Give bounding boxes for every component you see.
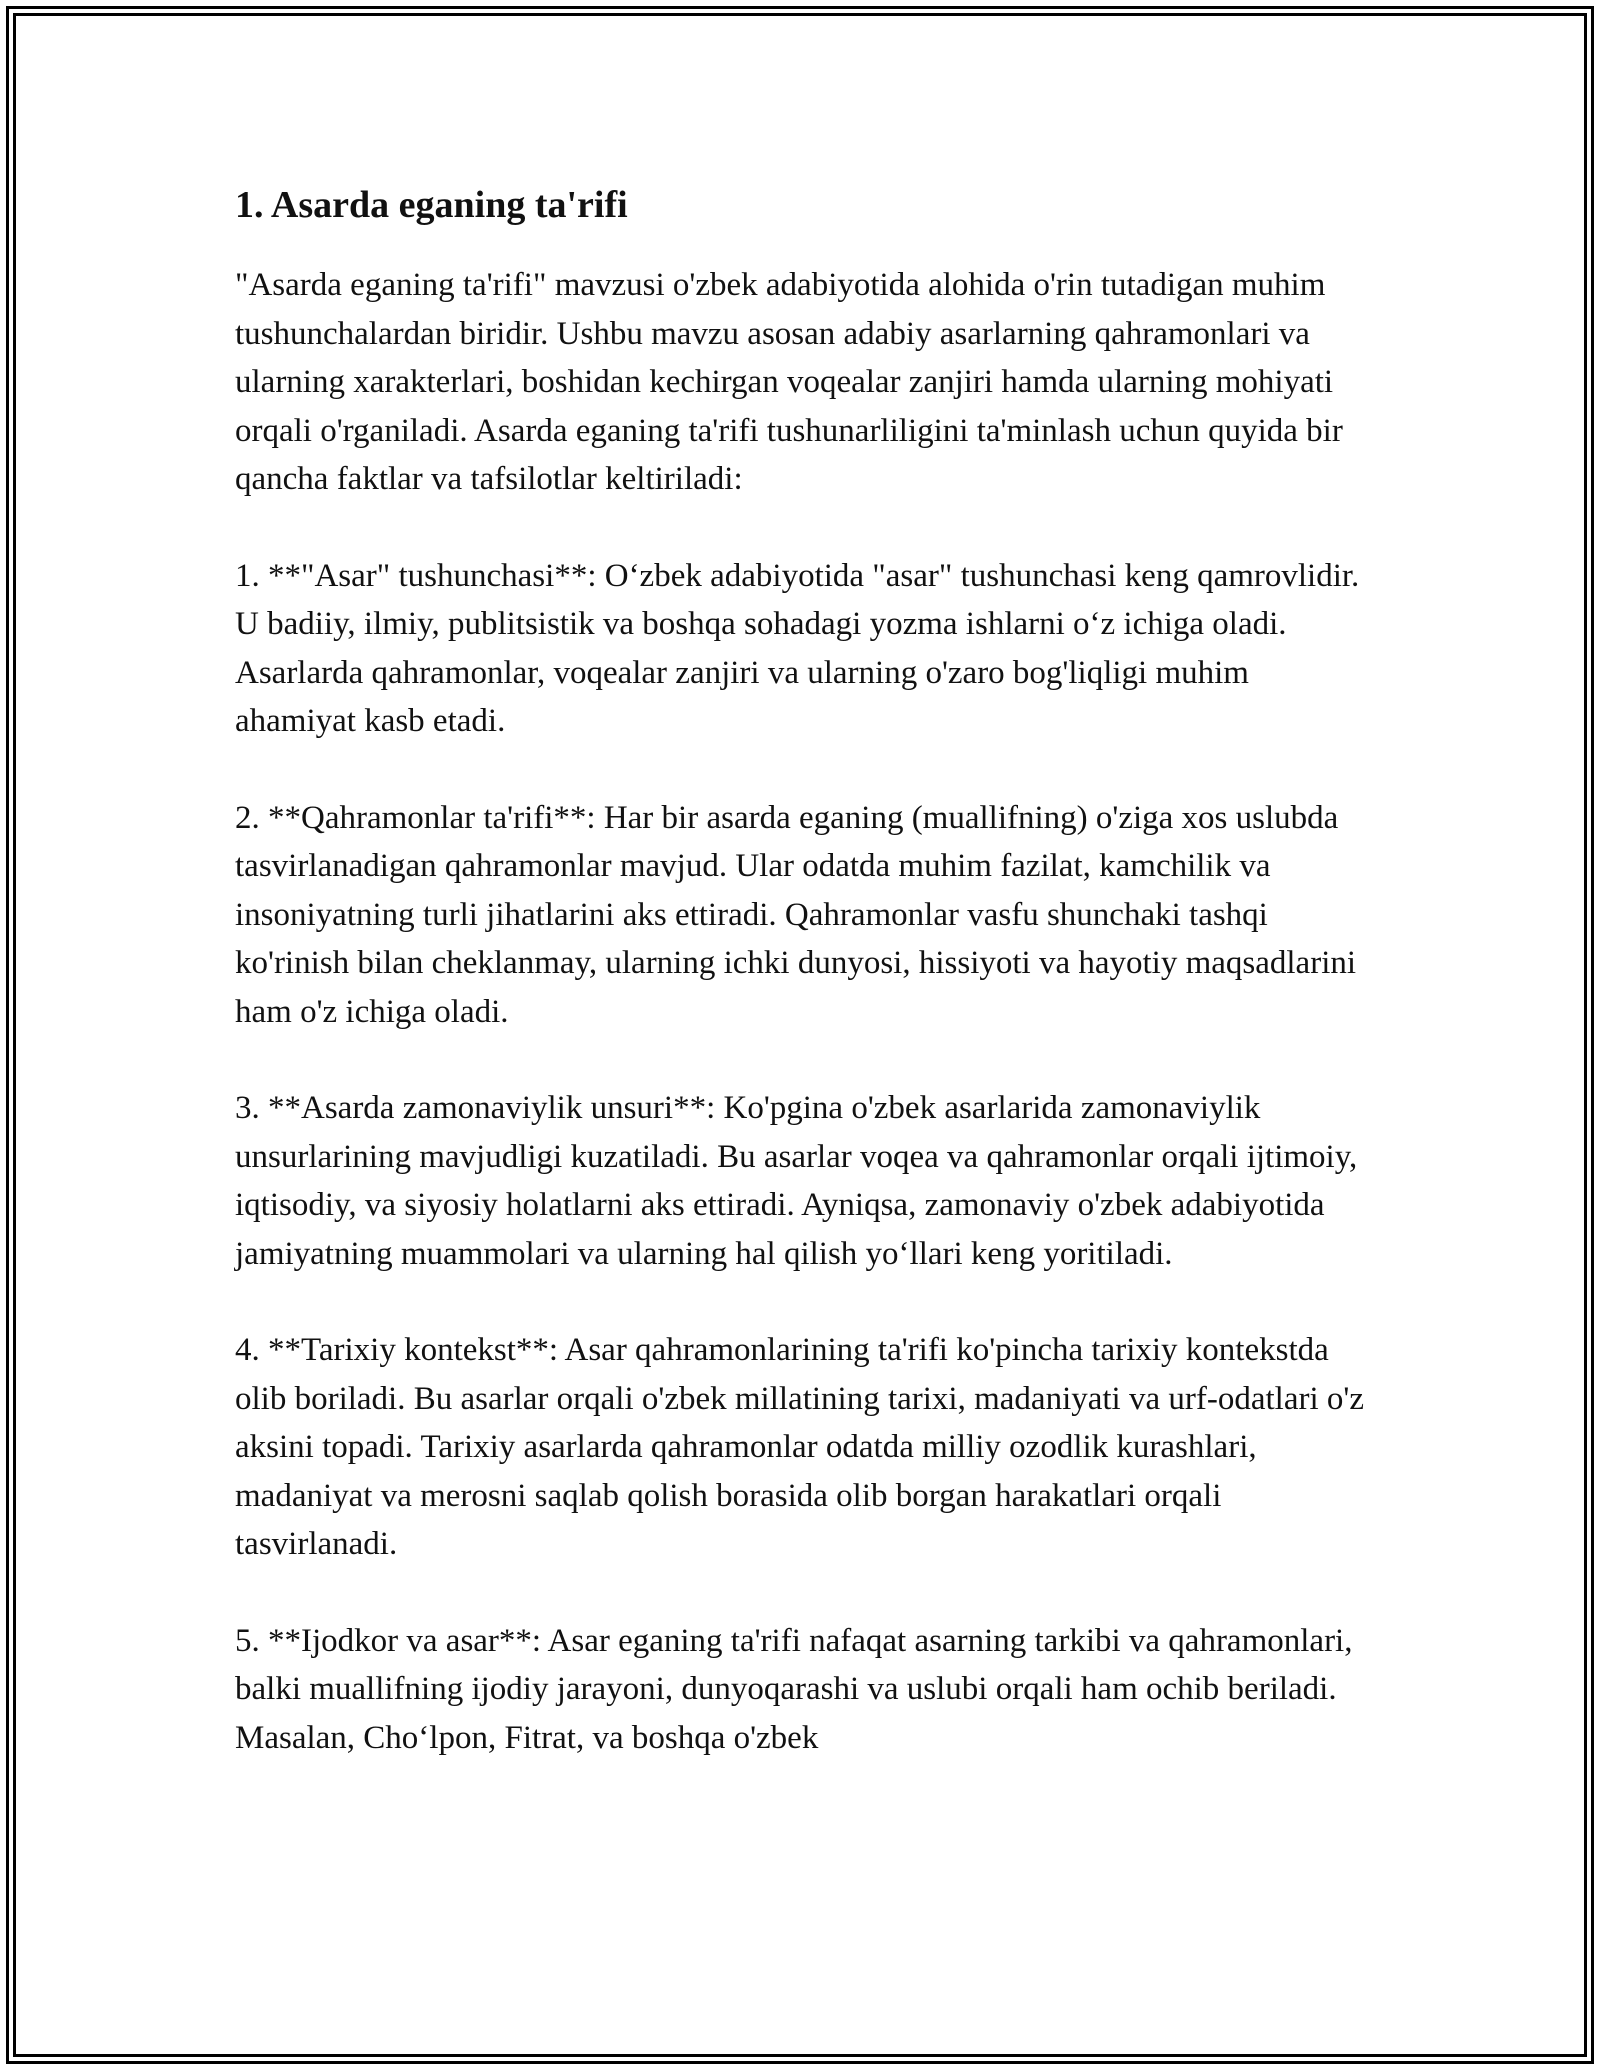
document-page	[235, 180, 1375, 1762]
list-item-author-and-work: 5. **Ijodkor va asar**: Asar eganing ta'rifi nafaqat asarning tarkibi va qahramonlari, balki muallifning ijodiy jarayoni, dunyoqarashi va uslubi orqali ham ochib beriladi. Masalan, Cho‘lpon, Fitrat, va boshqa o'zbek	[235, 1622, 1353, 1756]
section-heading: 1. Asarda eganing ta'rifi	[235, 184, 628, 226]
list-item-heroes-definition: 2. **Qahramonlar ta'rifi**: Har bir asarda eganing (muallifning) o'ziga xos uslubda tasvirlanadigan qahramonlar mavjud. Ular odatda muhim fazilat, kamchilik va insoniyatning turli jihatlarini aks ettiradi. Qahramonlar vasfu shunchaki tashqi ko'rinish bilan cheklanmay, ularning ichki dunyosi, hissiyoti va hayotiy maqsadlarini ham o'z ichiga oladi.	[235, 799, 1357, 1030]
list-item-modernity: 3. **Asarda zamonaviylik unsuri**: Ko'pgina o'zbek asarlarida zamonaviylik unsurlarining mavjudligi kuzatiladi. Bu asarlar voqea va qahramonlar orqali ijtimoiy, iqtisodiy, va siyosiy holatlarni aks ettiradi. Ayniqsa, zamonaviy o'zbek adabiyotida jamiyatning muammolari va ularning hal qilish yo‘llari keng yoritiladi.	[235, 1090, 1358, 1272]
list-item-historical-context: 4. **Tarixiy kontekst**: Asar qahramonlarining ta'rifi ko'pincha tarixiy kontekstda olib boriladi. Bu asarlar orqali o'zbek millatining tarixi, madaniyati va urf-odatlari o'z aksini topadi. Tarixiy asarlarda qahramonlar odatda milliy ozodlik kurashlari, madaniyat va merosni saqlab qolish borasida olib borgan harakatlari orqali tasvirlanadi.	[235, 1332, 1364, 1563]
intro-paragraph: "Asarda eganing ta'rifi" mavzusi o'zbek adabiyotida alohida o'rin tutadigan muhim tushunchalardan biridir. Ushbu mavzu asosan adabiy asarlarning qahramonlari va ularning xarakterlari, boshidan kechirgan voqealar zanjiri hamda ularning mohiyati orqali o'rganiladi. Asarda eganing ta'rifi tushunarliligini ta'minlash uchun quyida bir qancha faktlar va tafsilotlar keltiriladi:	[235, 267, 1343, 498]
list-item-asar-concept: 1. **"Asar" tushunchasi**: O‘zbek adabiyotida "asar" tushunchasi keng qamrovlidir. U badiiy, ilmiy, publitsistik va boshqa sohadagi yozma ishlarni o‘z ichiga oladi. Asarlarda qahramonlar, voqealar zanjiri va ularning o'zaro bog'liqligi muhim ahamiyat kasb etadi.	[235, 557, 1360, 740]
